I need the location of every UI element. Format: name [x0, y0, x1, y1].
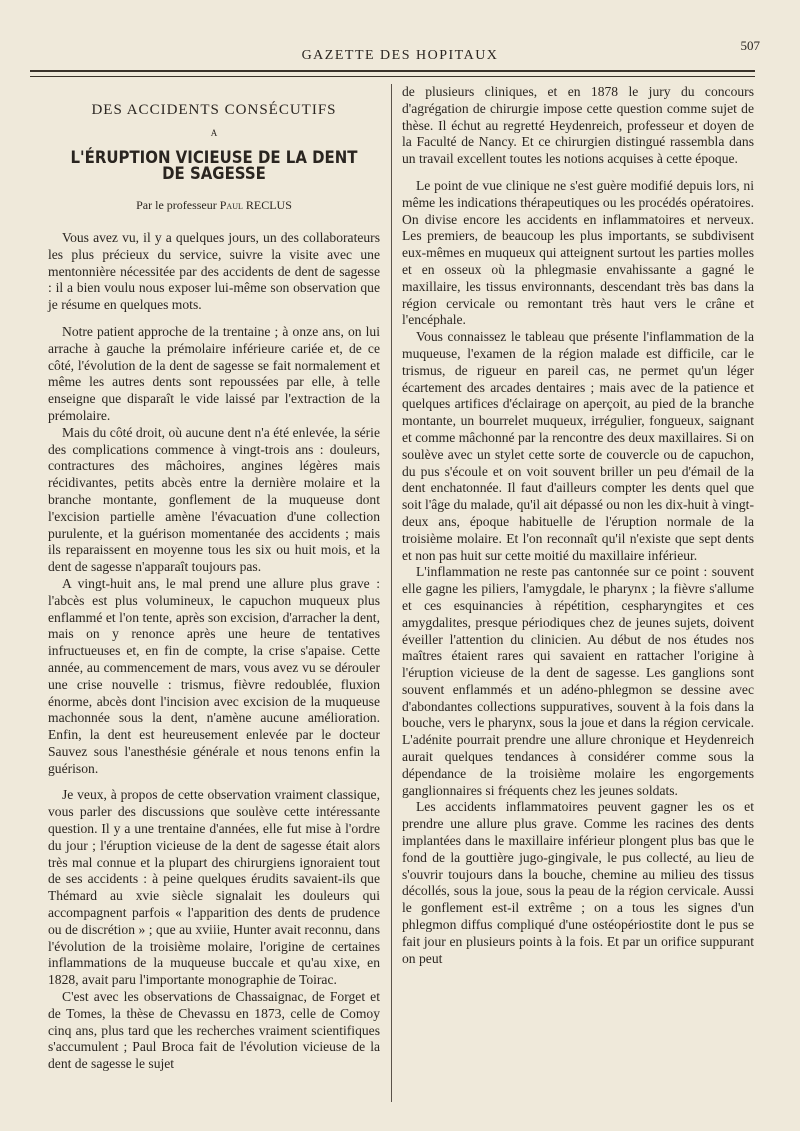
paragraph: Mais du côté droit, où aucune dent n'a été enlevée, la série des complications commence à vingt-trois ans : douleurs, contractures des mâchoires, angines légères mais récidivantes, petits abcès entre la dernière molaire et la branche montante, gonflement de la muqueuse dont l'excision partielle amène l'évacuation d'une collection purulente, et la guérison momentanée des accidents ; mais ils reparaissent en moyenne tous les six ou huit mois, et la dent de sagesse n'apparaît toujours pas. [48, 424, 380, 575]
paragraph: Je veux, à propos de cette observation vraiment classique, vous parler des discussions que soulève cette intéressante question. Il y a une trentaine d'années, elle fut mise à l'ordre du jour ; l'éruption vicieuse de la dent de sagesse était alors très mal connue et la plupart des chirurgiens ignoraient tout de ses accidents : à peine quelques érudits savaient-ils que Thémard au xvie siècle signalait les douleurs qui accompagnent parfois « l'apparition des dents de prudence ou de discrétion » ; que au xviiie, Hunter avait reconnu, dans l'évolution de la troisième molaire, l'origine de certaines inflammations de la muqueuse buccale et qu'au xixe, en 1828, avait paru l'importante monographie de Toirac. [48, 787, 380, 988]
byline [48, 197, 380, 214]
paragraph: Vous avez vu, il y a quelques jours, un des collaborateurs les plus précieux du service, suivre la visite avec une mentonnière nécessitée par des accidents de dent de sagesse : il a bien voulu nous exposer lui-même son observation que je résume en quelques mots. [48, 229, 380, 313]
byline-author: Paul RECLUS [219, 198, 292, 213]
left-column [48, 84, 380, 1073]
paragraph: de plusieurs cliniques, et en 1878 le jury du concours d'agrégation de chirurgie impose cette question comme sujet de thèse. Il échut au regretté Heydenreich, professeur et doyen de la Faculté de Nancy. Et ce chirurgien distingué rassembla dans un travail excellent toutes les notions acquises à cette époque. [402, 84, 754, 167]
paragraph: C'est avec les observations de Chassaignac, de Forget et de Tomes, la thèse de Chevassu en 1873, celle de Comoy cinq ans, plus tard que les recherches vraiment scientifiques s'accumulent ; Paul Broca fait de l'évolution vicieuse de la dent de sagesse le sujet [48, 989, 380, 1072]
header-rule-thin [30, 76, 755, 77]
article-title-line2: L'ÉRUPTION VICIEUSE DE LA DENT DE SAGESSE [70, 147, 358, 185]
article-title-line1: DES ACCIDENTS CONSÉCUTIFS [91, 102, 337, 118]
header-rule [30, 70, 755, 72]
paragraph: Le point de vue clinique ne s'est guère modifié depuis lors, ni même les indications thérapeutiques ou les procédés opératoires. On divise encore les accidents en inflammatoires et nerveux. Les premiers, de beaucoup les plus importants, se subdivisent eux-mêmes en muqueux qui atteignent surtout les parties molles et en osseux où la phlegmasie envahissante a gagné le maxillaire, les tissus environnants, descendant très bas dans la région cervicale ou remontant très haut vers le crâne et l'encéphale. [402, 177, 754, 328]
paragraph: Notre patient approche de la trentaine ; à onze ans, on lui arrache à gauche la prémolaire inférieure cariée et, de ce côté, l'évolution de la dent de sagesse se fait normalement et même les autres dents sont repoussées par elle, à telle enseigne que disparaît le vide laissé par l'extraction de la prémolaire. [48, 323, 380, 423]
paragraph: Vous connaissez le tableau que présente l'inflammation de la muqueuse, l'examen de la région malade est difficile, car le trismus, de rigueur en pareil cas, ne permet qu'un léger écartement des arcades dentaires ; mais avec de la patience et quelques artifices d'éclairage on aperçoit, au pied de la branche montante, un bourrelet muqueux, irrégulier, fongueux, saignant et comme mâchonné par la rencontre des deux maxillaires. Si on soulève avec un stylet cette sorte de couvercle ou de capuchon, du pus s'écoule et on voit souvent briller un peu d'émail de la dent enchatonnée. Il faut d'ailleurs compter les dents quel que soit l'âge du malade, qu'il ait dépassé ou non les dix-huit à vingt-deux ans, époque habituelle de l'éruption normale de la troisième molaire. Et l'on reconnaît qu'il n'existe que sept dents et non pas huit sur cette moitié du maxillaire inférieur. [402, 329, 754, 563]
right-column [402, 84, 754, 967]
byline-prefix: Par le professeur [136, 198, 217, 213]
paragraph: L'inflammation ne reste pas cantonnée sur ce point : souvent elle gagne les piliers, l'amygdale, le pharynx ; la fièvre s'allume et ces esquinancies à répétition, cespharyngites et ces amygdalites, presque périodiques chez de jeunes sujets, doivent éveiller l'attention du clinicien. Au début de nos études nos maîtres étaient rares qui savaient en rattacher l'origine à l'éruption vicieuse de la dent de sagesse. Les ganglions sont souvent enflammés et un adéno-phlegmon se dessine avec d'abondantes collections suppuratives, souvent à la fois dans la bouche, vers le pharynx, sous la joue et dans la région cervicale. L'adénite pourrait prendre une allure chronique et Heydenreich aurait quelques tendances à considérer comme sous la dépendance de la troisième molaire les engorgements ganglionnaires si fréquents chez les jeunes soldats. [402, 564, 754, 798]
running-title: GAZETTE DES HOPITAUX [301, 48, 499, 63]
article-title-a: A [210, 127, 218, 138]
page-number: 507 [740, 38, 760, 53]
page-header [30, 38, 770, 68]
column-divider [391, 84, 392, 1102]
paragraph: Les accidents inflammatoires peuvent gagner les os et prendre une allure plus grave. Comme les racines des dents implantées dans le maxillaire inférieur plongent plus bas que le fond de la gouttière jugo-gingivale, le pus collecté, au lieu de s'ouvrir toujours dans la bouche, chemine au milieu des tissus décollés, sous la joue, sous la peau de la région cervicale. Aussi le gonflement est-il extrême ; on a tous les signes d'un phlegmon diffus compliqué d'une ostéopériostite dont le pus se fait jour en plusieurs points à la fois. Et par un orifice suppurant on peut [402, 799, 754, 966]
paragraph: A vingt-huit ans, le mal prend une allure plus grave : l'abcès est plus volumineux, le capuchon muqueux plus enflammé et l'on tente, après son excision, d'arracher la dent, mais on y renonce après une heure de tentatives infructueuses et, en fin de compte, la crise s'apaise. Cette année, au commencement de mars, vous avez vu se dérouler une crise nouvelle : trismus, fièvre redoublée, fluxion énorme, abcès dont l'incision avec excision de la muqueuse machonnée sous la dent, n'amène aucune amélioration. Enfin, la dent est heureusement enlevée par le docteur Sauvez sous l'anesthésie générale et nous tenons enfin la guérison. [48, 575, 380, 776]
